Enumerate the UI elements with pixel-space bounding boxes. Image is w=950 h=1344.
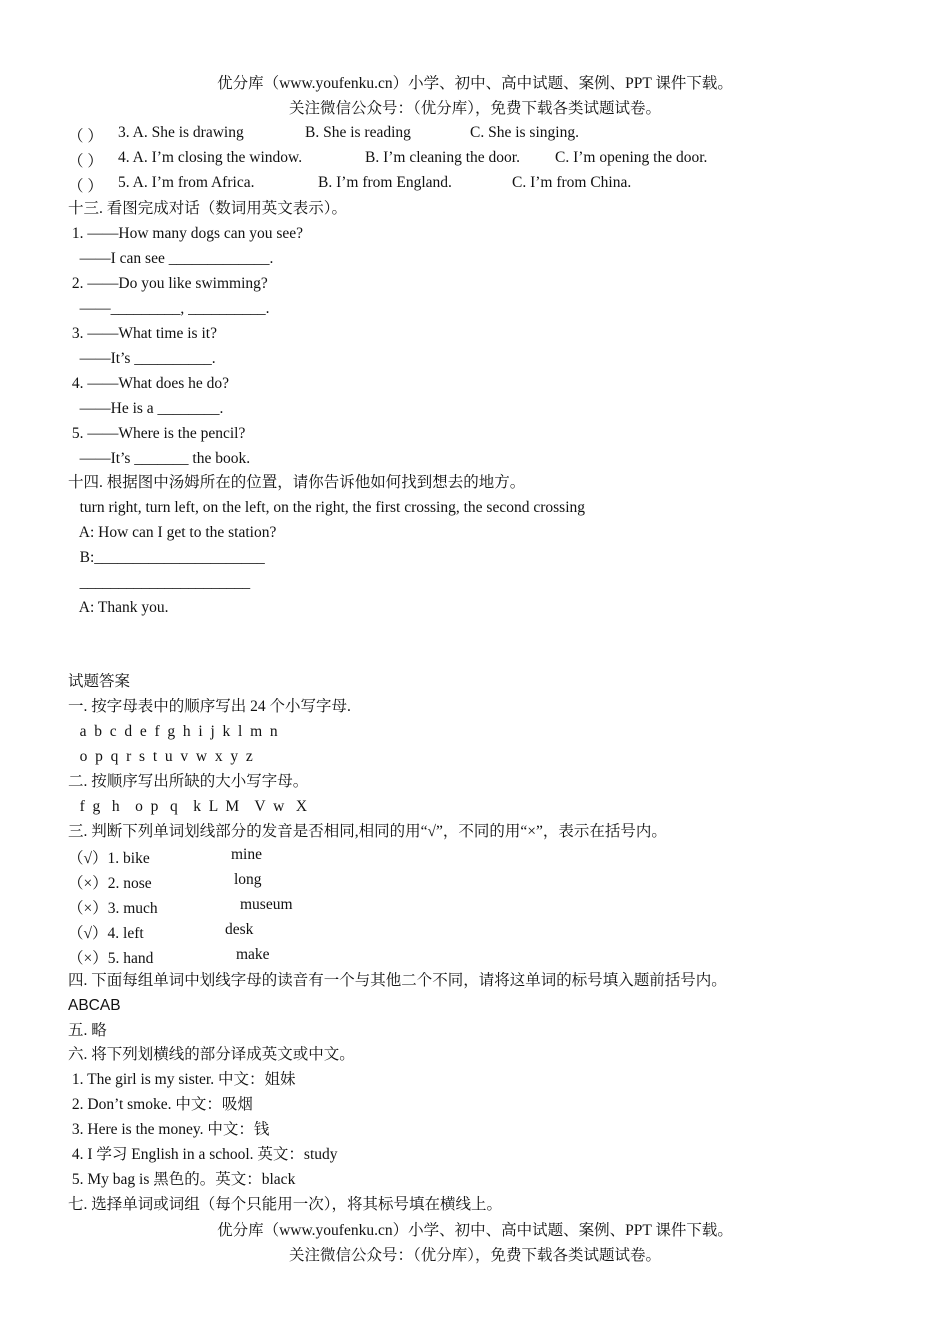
section-13-title: 十三. 看图完成对话（数词用英文表示）。 — [68, 200, 348, 217]
row-right: museum — [240, 896, 293, 913]
answer-section-2-title: 二. 按顺序写出所缺的大小写字母。 — [68, 773, 309, 790]
translation-line: 1. The girl is my sister. 中文：姐妹 — [68, 1071, 296, 1088]
translation-line: 2. Don’t smoke. 中文：吸烟 — [68, 1096, 253, 1113]
answer-paren: （ ） — [68, 128, 103, 145]
option-b: B. I’m from England. — [318, 174, 452, 191]
dialog-line: 2. ——Do you like swimming? — [68, 275, 268, 292]
option-c: C. I’m opening the door. — [555, 149, 708, 166]
dialog-line: 1. ——How many dogs can you see? — [68, 225, 304, 242]
row-right: desk — [225, 921, 254, 938]
row-left: （×）2. nose — [68, 875, 152, 892]
header-line-2: 关注微信公众号：（优分库），免费下载各类试题试卷。 — [288, 100, 661, 117]
dialog-line: A: How can I get to the station? — [68, 524, 277, 541]
dialog-line: 5. ——Where is the pencil? — [68, 425, 246, 442]
dialog-line: 3. ——What time is it? — [68, 325, 217, 342]
row-right: long — [234, 871, 262, 888]
dialog-line: ——_________, __________. — [68, 300, 270, 317]
translation-line: 5. My bag is 黑色的。英文：black — [68, 1171, 296, 1188]
dialog-line: ——It’s _______ the book. — [68, 450, 251, 467]
answer-section-7-title: 七. 选择单词或词组（每个只能用一次），将其标号填在横线上。 — [68, 1196, 503, 1213]
dialog-line: ——It’s __________. — [68, 350, 216, 367]
section-14-title: 十四. 根据图中汤姆所在的位置，请你告诉他如何找到想去的地方。 — [68, 474, 526, 491]
answer-section-3-title: 三. 判断下列单词划线部分的发音是否相同,相同的用“√”，不同的用“×”，表示在括号内。 — [68, 823, 667, 840]
missing-letters-line: f g h o p q k L M V w X — [68, 798, 308, 815]
option-b: B. I’m cleaning the door. — [365, 149, 520, 166]
dialog-line: B:______________________ — [68, 549, 265, 566]
option-c: C. I’m from China. — [512, 174, 632, 191]
row-left: （×）3. much — [68, 900, 158, 917]
answer-section-1-title: 一. 按字母表中的顺序写出 24 个小写字母. — [68, 698, 351, 715]
answer-section-4-title: 四. 下面每组单词中划线字母的读音有一个与其他二个不同，请将这单词的标号填入题前括号内。 — [68, 972, 727, 989]
alphabet-line: o p q r s t u v w x y z — [68, 748, 253, 765]
row-left: （√）4. left — [68, 925, 144, 942]
option-a: 3. A. She is drawing — [118, 124, 244, 141]
answer-section-5-title: 五. 略 — [68, 1022, 107, 1039]
option-a: 5. A. I’m from Africa. — [118, 174, 255, 191]
dialog-line: ——He is a ________. — [68, 400, 224, 417]
row-right: make — [236, 946, 270, 963]
row-left: （×）5. hand — [68, 950, 154, 967]
dialog-line: ——I can see _____________. — [68, 250, 274, 267]
header-line-1: 优分库（www.youfenku.cn）小学、初中、高中试题、案例、PPT 课件下载。 — [217, 75, 733, 92]
translation-line: 4. I 学习 English in a school. 英文：study — [68, 1146, 338, 1163]
option-b: B. She is reading — [305, 124, 411, 141]
row-left: （√）1. bike — [68, 850, 150, 867]
answers-title: 试题答案 — [68, 673, 131, 690]
option-c: C. She is singing. — [470, 124, 579, 141]
footer-line-1: 优分库（www.youfenku.cn）小学、初中、高中试题、案例、PPT 课件下载。 — [217, 1222, 733, 1239]
answer-paren: （ ） — [68, 178, 103, 195]
alphabet-line: a b c d e f g h i j k l m n — [68, 723, 278, 740]
dialog-line: ______________________ — [68, 574, 251, 591]
answer-section-4-answer: ABCAB — [68, 997, 121, 1014]
dialog-line: 4. ——What does he do? — [68, 375, 229, 392]
translation-line: 3. Here is the money. 中文：钱 — [68, 1121, 270, 1138]
row-right: mine — [231, 846, 262, 863]
footer-line-2: 关注微信公众号：（优分库），免费下载各类试题试卷。 — [288, 1247, 661, 1264]
answer-paren: （ ） — [68, 153, 103, 170]
answer-section-6-title: 六. 将下列划横线的部分译成英文或中文。 — [68, 1046, 355, 1063]
option-a: 4. A. I’m closing the window. — [118, 149, 303, 166]
dialog-line: A: Thank you. — [68, 599, 169, 616]
word-bank: turn right, turn left, on the left, on the right, the first crossing, the second crossing — [68, 499, 585, 516]
